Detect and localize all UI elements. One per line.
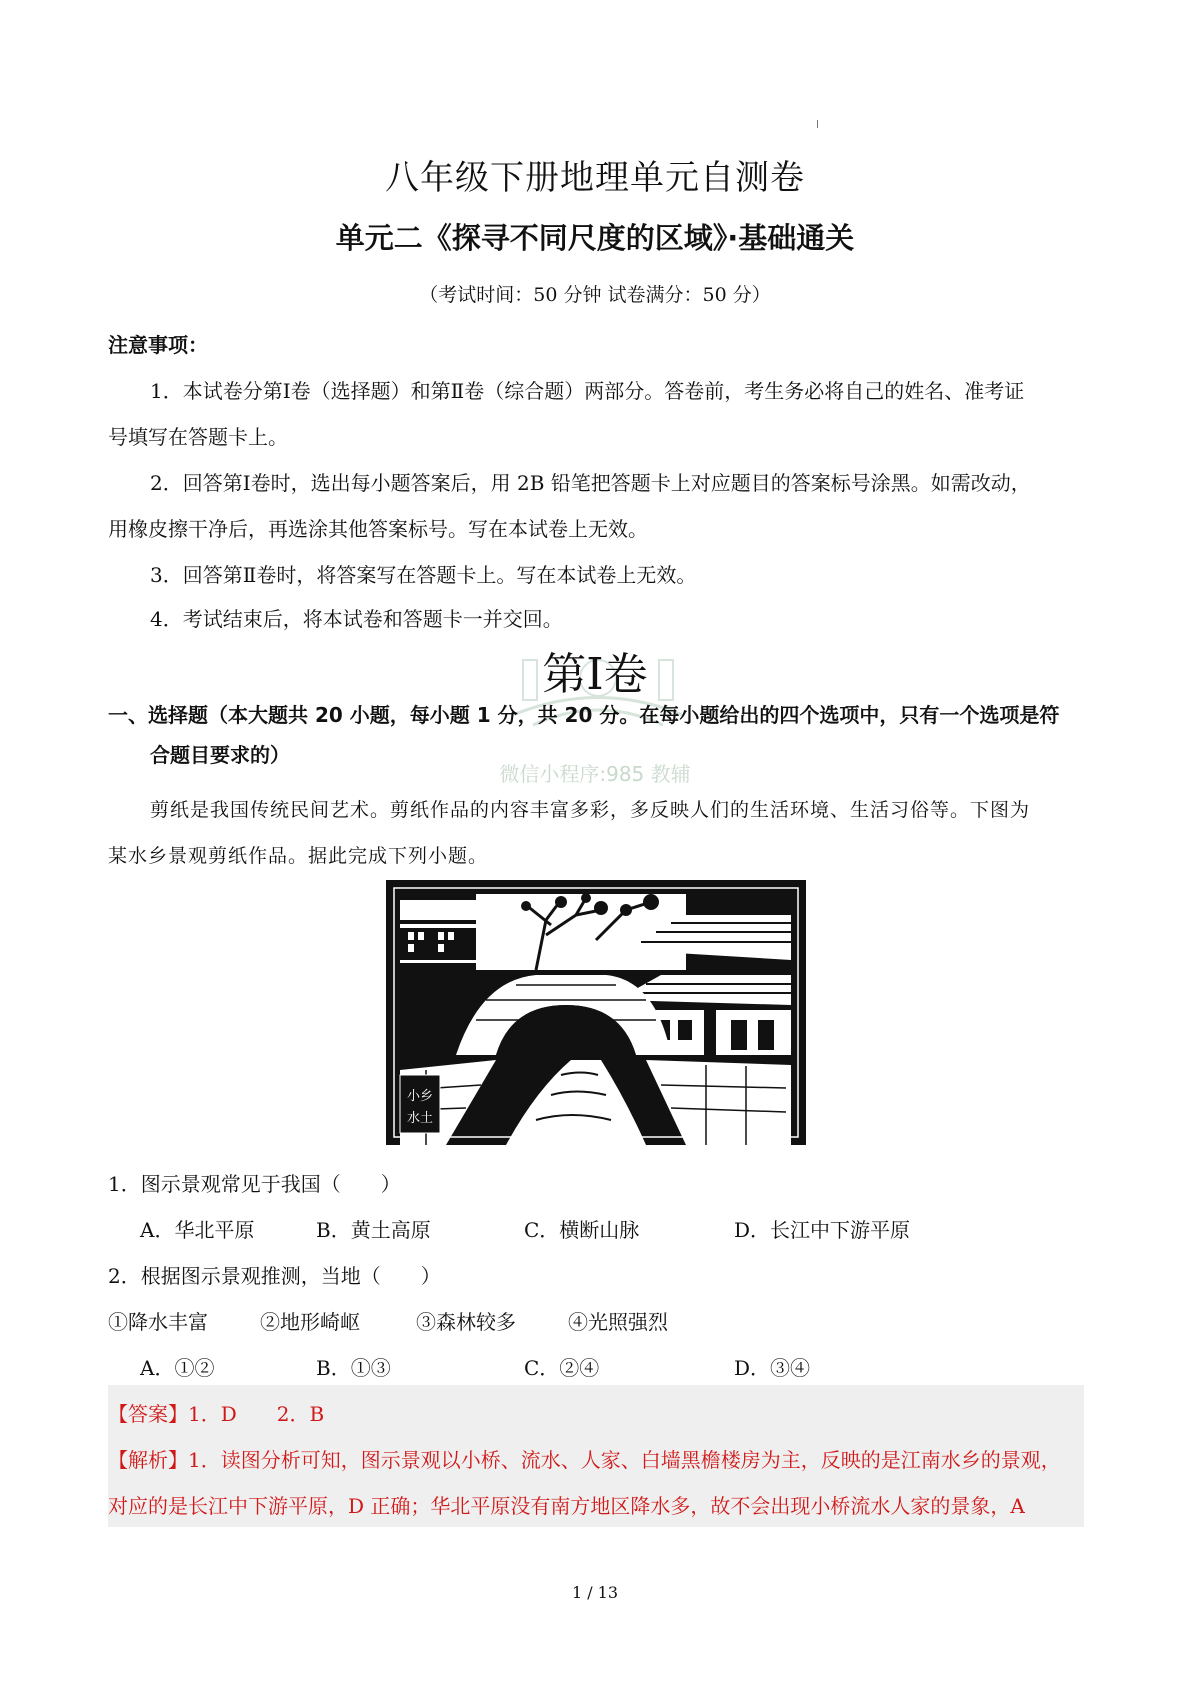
page-number: 1 / 13 bbox=[571, 1583, 619, 1602]
analysis-text-1: 1．读图分析可知，图示景观以小桥、流水、人家、白墙黑檐楼房为主，反映的是江南水乡的景观， bbox=[188, 1448, 1061, 1472]
note-2-line-1: 2．回答第Ⅰ卷时，选出每小题答案后，用 2B 铅笔把答题卡上对应题目的答案标号涂黑。如需改动， bbox=[150, 471, 1031, 495]
answer-text: 1．D 2．B bbox=[188, 1402, 325, 1426]
note-1-line-2: 号填写在答题卡上。 bbox=[108, 425, 288, 449]
section-heading-line-2: 合题目要求的） bbox=[150, 743, 290, 767]
intro-line-1: 剪纸是我国传统民间艺术。剪纸作品的内容丰富多彩，多反映人们的生活环境、生活习俗等。下图为 bbox=[150, 799, 1031, 821]
note-1-line-1: 1．本试卷分第Ⅰ卷（选择题）和第Ⅱ卷（综合题）两部分。答卷前，考生务必将自己的姓名、准考证 bbox=[150, 379, 1025, 403]
question-1-stem: 1．图示景观常见于我国（ ） bbox=[108, 1172, 401, 1196]
question-2-statement-2: ②地形崎岖 bbox=[260, 1310, 360, 1334]
question-2-statement-1: ①降水丰富 bbox=[108, 1310, 208, 1334]
question-1-option-c: C．横断山脉 bbox=[524, 1218, 640, 1242]
question-2-option-a: A．①② bbox=[140, 1356, 215, 1380]
analysis-line-1 bbox=[108, 1444, 1061, 1473]
intro-line-2: 某水乡景观剪纸作品。据此完成下列小题。 bbox=[108, 845, 489, 867]
question-2-stem: 2．根据图示景观推测，当地（ ） bbox=[108, 1264, 441, 1288]
question-2-option-b: B．①③ bbox=[316, 1356, 391, 1380]
notes-heading: 注意事项： bbox=[108, 333, 208, 357]
analysis-label: 【解析】 bbox=[108, 1448, 188, 1472]
question-2-statement-4: ④光照强烈 bbox=[568, 1310, 668, 1334]
exam-subtitle: 单元二《探寻不同尺度的区域》·基础通关 bbox=[335, 221, 855, 255]
note-3: 3．回答第Ⅱ卷时，将答案写在答题卡上。写在本试卷上无效。 bbox=[150, 563, 697, 587]
question-2-statement-3: ③森林较多 bbox=[416, 1310, 516, 1334]
section-heading-line-1: 一、选择题（本大题共 20 小题，每小题 1 分，共 20 分。在每小题给出的四个选项中，只有一个选项是符 bbox=[108, 703, 1060, 727]
exam-title: 八年级下册地理单元自测卷 bbox=[385, 158, 805, 198]
note-4: 4．考试结束后，将本试卷和答题卡一并交回。 bbox=[150, 607, 563, 631]
question-1-option-d: D．长江中下游平原 bbox=[734, 1218, 911, 1242]
question-2-option-d: D．③④ bbox=[734, 1356, 811, 1380]
papercut-signature-2: 水土 bbox=[406, 1111, 434, 1126]
papercut-watertown-image bbox=[386, 880, 806, 1145]
watermark-text: 微信小程序:985 教辅 bbox=[499, 762, 691, 786]
analysis-line-2: 对应的是长江中下游平原，D 正确；华北平原没有南方地区降水多，故不会出现小桥流水人家的景象，A bbox=[108, 1494, 1025, 1518]
question-1-option-b: B．黄土高原 bbox=[316, 1218, 431, 1242]
answer-label: 【答案】 bbox=[108, 1402, 188, 1426]
header-mark bbox=[817, 120, 818, 128]
exam-info: （考试时间：50 分钟 试卷满分：50 分） bbox=[419, 284, 771, 306]
note-2-line-2: 用橡皮擦干净后，再选涂其他答案标号。写在本试卷上无效。 bbox=[108, 517, 648, 541]
volume-title: 第Ⅰ卷 bbox=[542, 649, 648, 700]
answer-line bbox=[108, 1398, 324, 1427]
papercut-signature: 小乡 bbox=[406, 1089, 434, 1104]
question-2-option-c: C．②④ bbox=[524, 1356, 600, 1380]
question-1-option-a: A．华北平原 bbox=[140, 1218, 255, 1242]
